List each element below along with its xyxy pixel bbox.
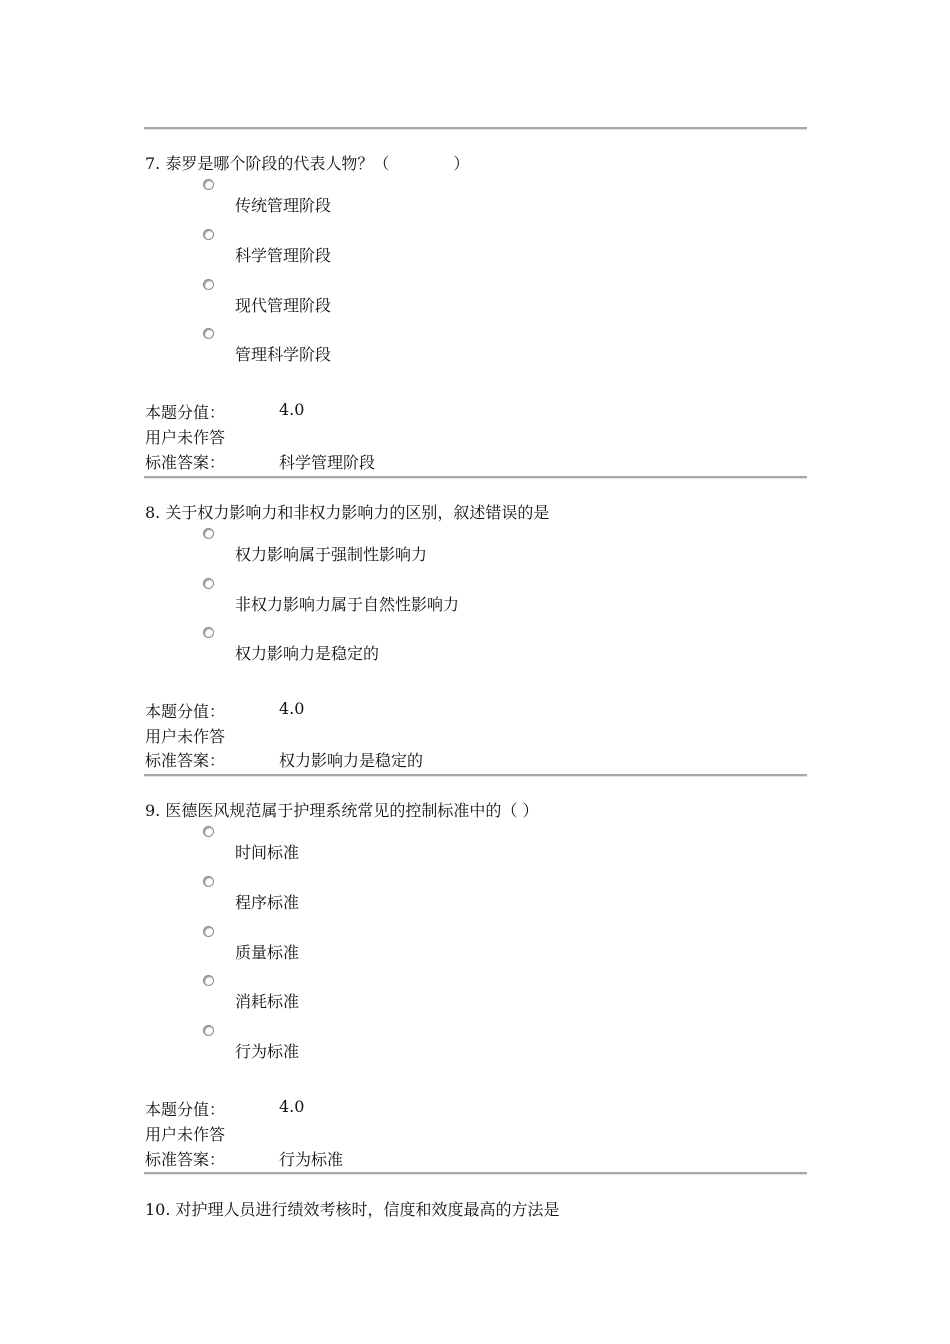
question-number: 8. (145, 503, 161, 522)
question-divider (144, 476, 807, 479)
radio-button[interactable] (203, 528, 214, 539)
option-label: 传统管理阶段 (235, 196, 332, 215)
question-8-text (145, 500, 549, 523)
radio-button[interactable] (203, 279, 214, 290)
radio-button[interactable] (203, 229, 214, 240)
option-label: 行为标准 (235, 1042, 300, 1061)
option-label: 权力影响属于强制性影响力 (235, 545, 428, 564)
radio-button[interactable] (203, 627, 214, 638)
radio-button[interactable] (203, 578, 214, 589)
option-label: 科学管理阶段 (235, 246, 332, 265)
score-value: 4.0 (279, 400, 305, 419)
score-label: 本题分值： (145, 1100, 226, 1119)
question-stem: 对护理人员进行绩效考核时，信度和效度最高的方法是 (175, 1200, 560, 1219)
radio-button[interactable] (203, 826, 214, 837)
question-number: 9. (145, 801, 161, 820)
radio-button[interactable] (203, 328, 214, 339)
option-label: 质量标准 (235, 943, 300, 962)
question-stem: 泰罗是哪个阶段的代表人物？（ ） (165, 154, 470, 173)
radio-button[interactable] (203, 926, 214, 937)
question-divider (144, 1172, 807, 1175)
question-number: 7. (145, 154, 161, 173)
question-number: 10. (145, 1200, 171, 1219)
radio-button[interactable] (203, 975, 214, 986)
question-divider (144, 127, 807, 130)
standard-answer-value: 科学管理阶段 (279, 453, 376, 472)
question-divider (144, 774, 807, 777)
option-label: 管理科学阶段 (235, 345, 332, 364)
score-label: 本题分值： (145, 702, 226, 721)
option-label: 现代管理阶段 (235, 296, 332, 315)
standard-answer-label: 标准答案： (145, 1150, 226, 1169)
standard-answer-label: 标准答案： (145, 453, 226, 472)
score-value: 4.0 (279, 1097, 305, 1116)
option-label: 程序标准 (235, 893, 300, 912)
standard-answer-value: 行为标准 (279, 1150, 344, 1169)
question-10-text (145, 1197, 560, 1220)
option-label: 时间标准 (235, 843, 300, 862)
radio-button[interactable] (203, 179, 214, 190)
question-7-text (145, 151, 469, 174)
score-label: 本题分值： (145, 403, 226, 422)
score-value: 4.0 (279, 699, 305, 718)
standard-answer-value: 权力影响力是稳定的 (279, 751, 424, 770)
option-label: 消耗标准 (235, 992, 300, 1011)
standard-answer-label: 标准答案： (145, 751, 226, 770)
radio-button[interactable] (203, 876, 214, 887)
question-stem: 关于权力影响力和非权力影响力的区别，叙述错误的是 (165, 503, 550, 522)
question-9-text (145, 798, 538, 821)
answer-status: 用户未作答 (145, 1125, 226, 1144)
answer-status: 用户未作答 (145, 428, 226, 447)
answer-status: 用户未作答 (145, 727, 226, 746)
option-label: 非权力影响力属于自然性影响力 (235, 595, 460, 614)
question-stem: 医德医风规范属于护理系统常见的控制标准中的（ ） (165, 801, 539, 820)
option-label: 权力影响力是稳定的 (235, 644, 380, 663)
radio-button[interactable] (203, 1025, 214, 1036)
